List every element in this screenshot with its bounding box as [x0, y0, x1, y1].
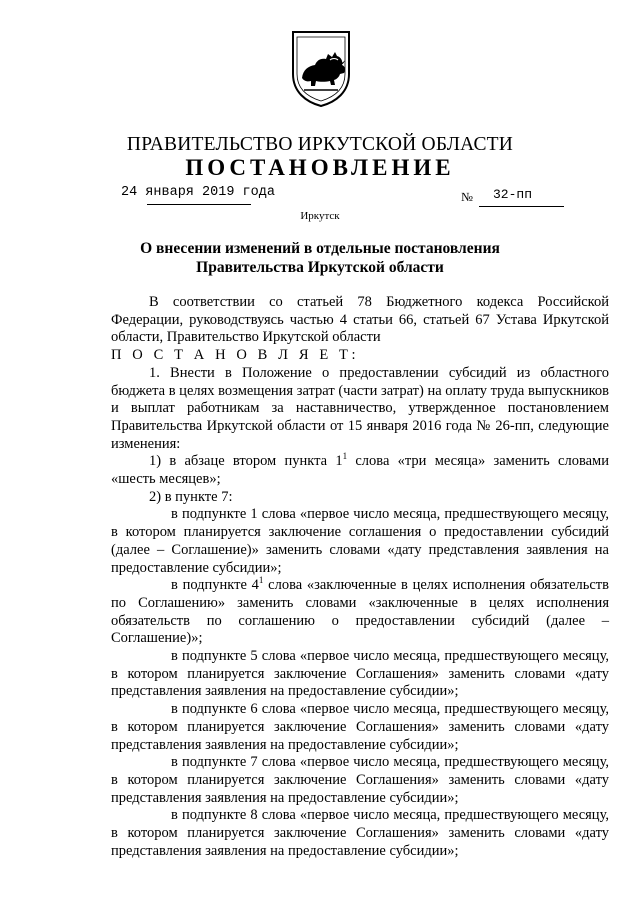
number-sign: №: [461, 190, 473, 204]
paragraph-subpoint-8: в подпункте 8 слова «первое число месяца, предшествующего месяцу, в котором планируется заключение Соглашения» заменить словами «дату представления заявления на предоставление субсидии»;: [111, 807, 609, 859]
paragraph-subpoint-6: в подпункте 6 слова «первое число месяца, предшествующего месяцу, в котором планируется заключение Соглашения» заменить словами «дату представления заявления на предоставление субсидии»;: [111, 701, 609, 753]
subitem-1-text-b: слова «три месяца» заменить словами «шесть месяцев»;: [111, 453, 609, 488]
government-name: ПРАВИТЕЛЬСТВО ИРКУТСКОЙ ОБЛАСТИ: [126, 134, 514, 155]
number-underline: [479, 206, 564, 207]
subpoint-4-superscript: 1: [258, 575, 264, 586]
subitem-2: 2) в пункте 7:: [149, 488, 233, 505]
paragraph-subpoint-1: в подпункте 1 слова «первое число месяца, предшествующего месяцу, в котором планируется заключение соглашения о предоставлении субсидий (далее – Соглашение)» заменить словами «дату представления заявления на предоставление субсидии»;: [111, 506, 609, 576]
resolves-heading: П О С Т А Н О В Л Я Е Т:: [111, 347, 360, 364]
document-date: 24 января 2019 года: [121, 185, 275, 200]
subitem-1-superscript: 1: [342, 451, 348, 462]
subitem-1: [111, 453, 609, 488]
subitem-1-text-a: 1) в абзаце втором пункта 1: [149, 453, 343, 470]
irkutsk-coat-of-arms-icon: [290, 30, 352, 108]
document-type: ПОСТАНОВЛЕНИЕ: [185, 155, 455, 180]
date-underline: [147, 204, 251, 205]
item-1: 1. Внести в Положение о предоставлении субсидий из областного бюджета в целях возмещения затрат (части затрат) на оплату труда выпускников и выплат работникам за наставничество, утвержденное постановлением Правительства Иркутской области от 15 января 2016 года № 26-пп, следующие изменения:: [111, 364, 609, 452]
subpoint-4-text-a: в подпункте 4: [171, 577, 259, 594]
document-body: [111, 294, 609, 861]
paragraph-subpoint-5: в подпункте 5 слова «первое число месяца, предшествующего месяцу, в котором планируется заключение Соглашения» заменить словами «дату представления заявления на предоставление субсидии»;: [111, 648, 609, 700]
paragraph-subpoint-7: в подпункте 7 слова «первое число месяца, предшествующего месяцу, в котором планируется заключение Соглашения» заменить словами «дату представления заявления на предоставление субсидии»;: [111, 754, 609, 806]
document-title: О внесении изменений в отдельные постановления Правительства Иркутской области: [140, 240, 500, 276]
paragraph-subpoint-4-1: [111, 577, 609, 648]
preamble: В соответствии со статьей 78 Бюджетного кодекса Российской Федерации, руководствуясь частью 4 статьи 66, статьей 67 Устава Иркутской области, Правительство Иркутской области: [111, 294, 609, 346]
document-number: 32-пп: [493, 187, 533, 202]
subpoint-4-text-b: слова «заключенные в целях исполнения обязательств по Соглашению» заменить словами «заключенные в целях исполнения обязательств по соглашению о предоставлении субсидий (далее – Соглашение)»;: [111, 577, 609, 647]
city: Иркутск: [300, 210, 340, 222]
